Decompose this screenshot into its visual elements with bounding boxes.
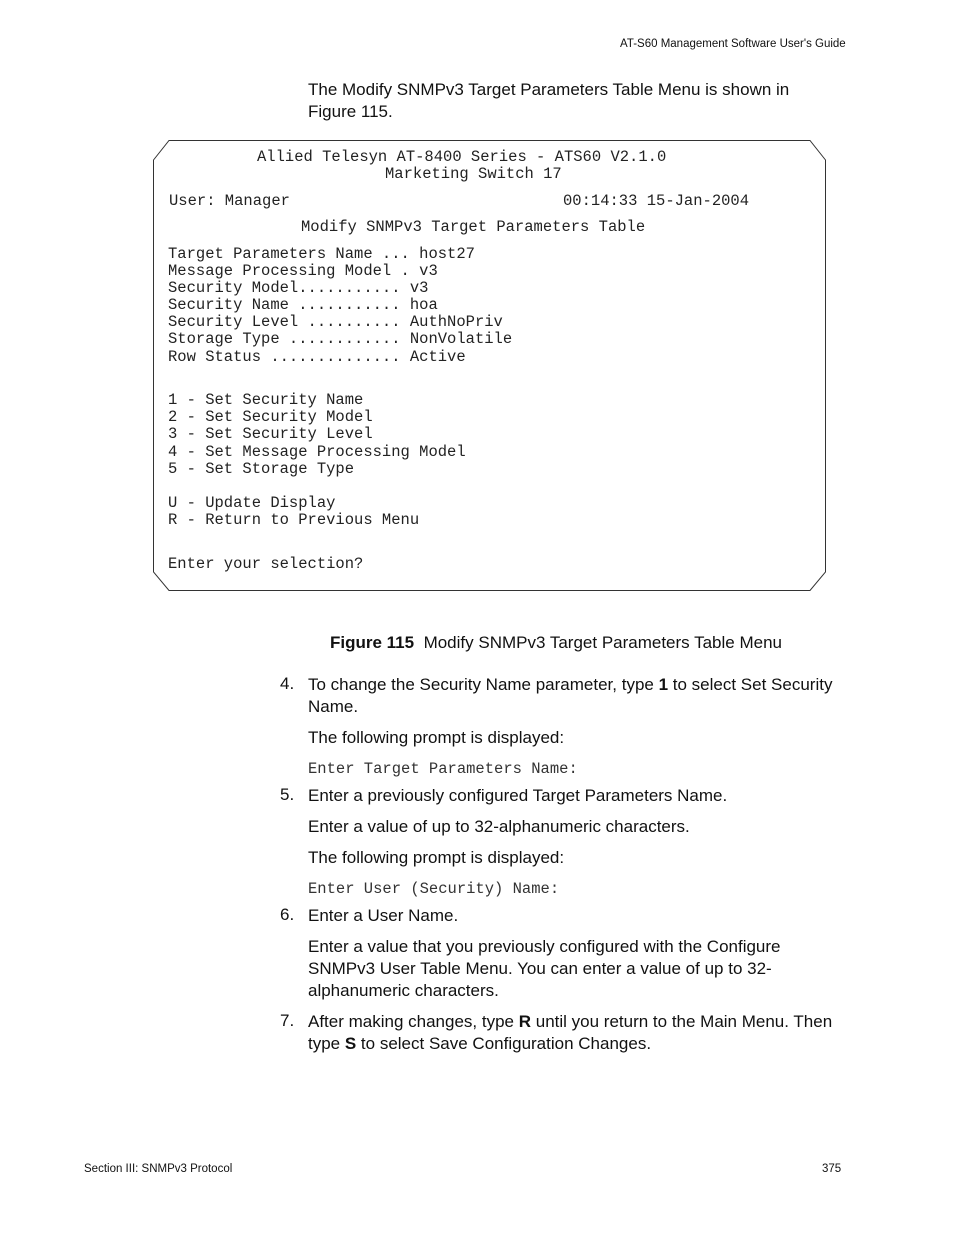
footer-section: Section III: SNMPv3 Protocol — [84, 1163, 233, 1175]
terminal-option: 2 - Set Security Model — [168, 408, 373, 426]
key-bold: S — [344, 1034, 357, 1053]
step-paragraph: Enter a value of up to 32-alphanumeric characters. — [308, 817, 690, 836]
key-bold: R — [518, 1012, 532, 1031]
step-number: 6. — [280, 905, 295, 924]
step-text: After making changes, type R until you return to the Main Menu. Then type S to select Save Configuration Changes. — [308, 1012, 833, 1053]
prompt-code: Enter Target Parameters Name: — [308, 760, 578, 778]
step-paragraph: Enter a value that you previously configured with the Configure SNMPv3 User Table Menu. You can enter a value of up to 32-alphanumeric characters. — [308, 937, 781, 1000]
terminal-field: Message Processing Model . v3 — [168, 262, 438, 280]
terminal-screen-figure — [153, 140, 826, 591]
step-number: 5. — [280, 785, 295, 804]
terminal-subtitle-line: Marketing Switch 17 — [385, 165, 562, 183]
step-paragraph: The following prompt is displayed: — [308, 728, 565, 747]
terminal-title-line: Allied Telesyn AT-8400 Series - ATS60 V2.1.0 — [257, 148, 667, 166]
figure-caption — [330, 633, 782, 653]
terminal-field: Security Name ........... hoa — [168, 296, 438, 314]
terminal-prompt: Enter your selection? — [168, 555, 364, 573]
intro-paragraph: The Modify SNMPv3 Target Parameters Table Menu is shown in Figure 115. — [308, 80, 790, 121]
page-number: 375 — [822, 1163, 842, 1175]
terminal-option: 4 - Set Message Processing Model — [168, 443, 466, 461]
figure-label: Figure 115 — [330, 633, 415, 652]
terminal-option: 5 - Set Storage Type — [168, 460, 355, 478]
terminal-field: Row Status .............. Active — [168, 348, 466, 366]
step-text: To change the Security Name parameter, type 1 to select Set Security Name. — [308, 675, 833, 716]
figure-caption-text: Modify SNMPv3 Target Parameters Table Menu — [423, 633, 782, 652]
terminal-option: 3 - Set Security Level — [168, 425, 373, 443]
terminal-field: Security Level .......... AuthNoPriv — [168, 313, 503, 331]
terminal-field: Storage Type ............ NonVolatile — [168, 330, 513, 348]
running-header: AT-S60 Management Software User's Guide — [620, 38, 846, 50]
terminal-datetime: 00:14:33 15-Jan-2004 — [563, 192, 750, 210]
terminal-field: Security Model........... v3 — [168, 279, 429, 297]
step-paragraph: The following prompt is displayed: — [308, 848, 565, 867]
prompt-code: Enter User (Security) Name: — [308, 880, 560, 898]
terminal-user: User: Manager — [169, 192, 290, 210]
step-number: 7. — [280, 1011, 295, 1030]
key-bold: 1 — [658, 675, 669, 694]
terminal-field: Target Parameters Name ... host27 — [168, 245, 475, 263]
terminal-option: 1 - Set Security Name — [168, 391, 364, 409]
terminal-menu-title: Modify SNMPv3 Target Parameters Table — [301, 218, 646, 236]
terminal-command: R - Return to Previous Menu — [168, 511, 420, 529]
step-number: 4. — [280, 674, 295, 693]
terminal-command: U - Update Display — [168, 494, 336, 512]
step-text: Enter a User Name. — [308, 906, 459, 925]
step-text: Enter a previously configured Target Parameters Name. — [308, 786, 728, 805]
